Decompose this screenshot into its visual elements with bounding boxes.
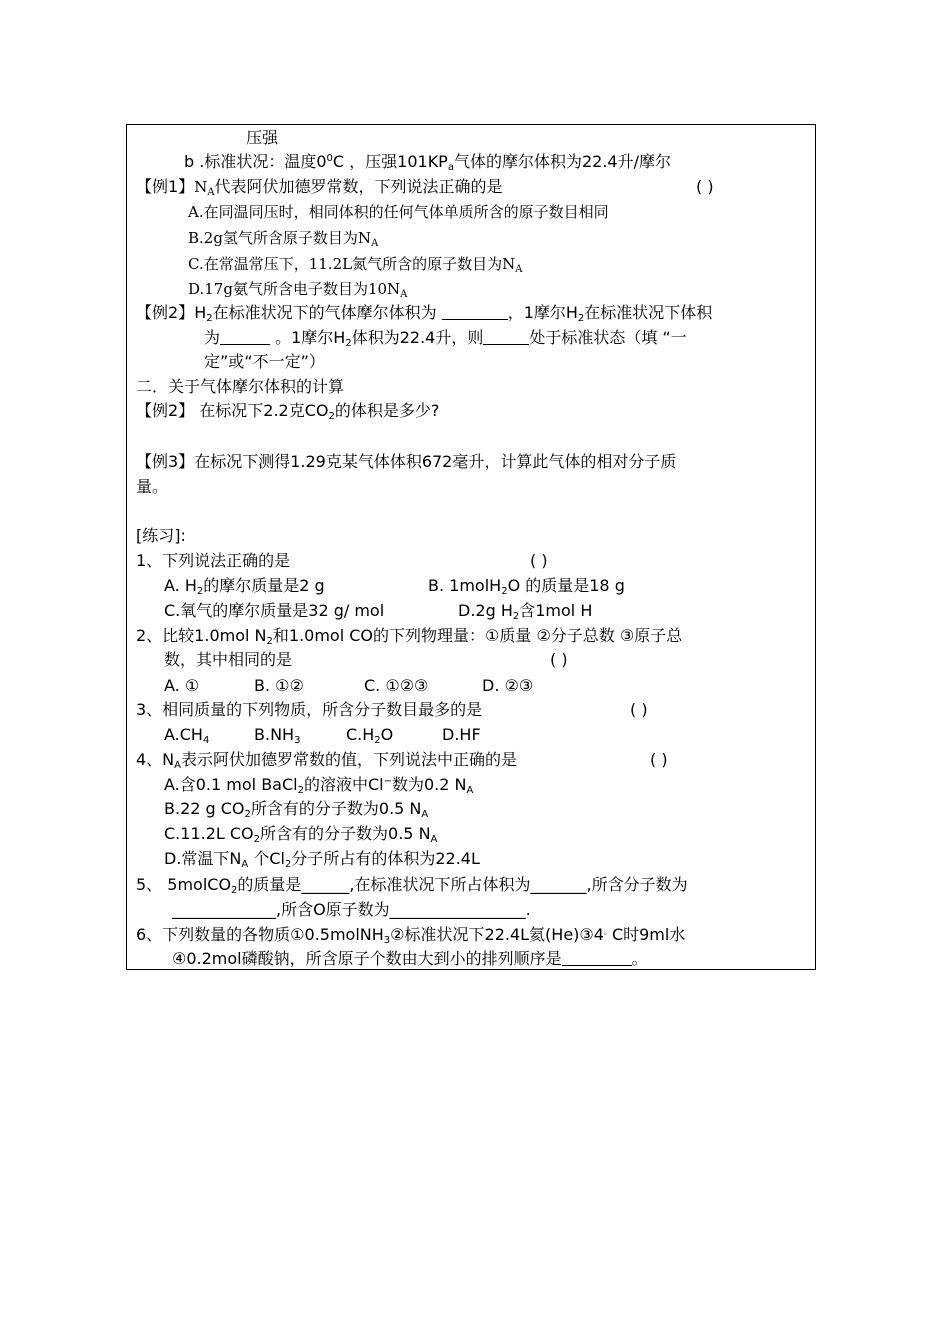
question-4-option-b: B.22 g $CO_2$所含有的分子数为0.5 $N_A$ xyxy=(164,799,429,820)
question-2-option-b: B. ①② xyxy=(254,676,304,695)
answer-paren: ( ) xyxy=(650,750,668,769)
example-2-line-3: 定”或“不一定”） xyxy=(204,352,325,371)
question-5-line-2: _____________,所含O原子数为_________________. xyxy=(172,900,531,919)
question-2-option-a: A. ① xyxy=(164,676,200,695)
question-1-option-c: C.氧气的摩尔质量是32 g/ mol xyxy=(164,601,385,620)
example-2-line-1: 【例2】$H_2$在标准状况下的气体摩尔体积为 ，1摩尔$H_2$在标准状况下体积 xyxy=(136,303,713,324)
example-1-option-a: A.在同温同压时，相同体积的任何气体单质所含的原子数目相同 xyxy=(188,203,609,221)
question-2-option-c: C. ①②③ xyxy=(364,676,429,695)
example-3-line-1: 【例3】在标况下测得1.29克某气体体积672毫升，计算此气体的相对分子质 xyxy=(136,452,677,471)
question-3-option-d: D.HF xyxy=(442,725,481,744)
question-4: 4、$N_A$表示阿伏加德罗常数的值，下列说法中正确的是 xyxy=(136,750,518,771)
question-1-option-b: B. 1molH$_2$O 的质量是18 g xyxy=(428,576,625,597)
question-2-line-1: 2、比较1.0mol $N_2$和1.0mol CO的下列物理量：①质量 ②分子总数 ③原子总 xyxy=(136,626,683,647)
question-3: 3、相同质量的下列物质，所含分子数目最多的是 xyxy=(136,700,483,719)
question-1: 1、下列说法正确的是 xyxy=(136,551,291,570)
practice-heading: [练习]: xyxy=(136,526,186,545)
question-6-line-2: ④0.2mol磷酸钠，所含原子个数由大到小的排列顺序是 。 xyxy=(172,949,648,968)
question-1-option-a: A. $H_2$的摩尔质量是2 g xyxy=(164,576,325,597)
question-3-option-c: $C.H_2O$ xyxy=(346,725,394,746)
example-1-option-d: D.17g氨气所含电子数目为$10N_A$ xyxy=(188,280,408,300)
question-4-option-a: A.含0.1 mol BaCl$_2$的溶液中Cl−数为0.2 $N_A$ xyxy=(164,775,474,796)
section-2-heading: 二．关于气体摩尔体积的计算 xyxy=(136,377,345,396)
standard-condition-line: b .标准状况：温度$0^0C$ ，压强$101KP_a$气体的摩尔体积为22.4升/摩尔 xyxy=(184,152,672,173)
question-2-option-d: D. ②③ xyxy=(482,676,534,695)
question-3-option-a: $A.CH_4$ xyxy=(164,725,210,746)
question-5-line-1: 5、 5molCO$_2$的质量是______,在标准状况下所占体积为_______,所含分子数为 xyxy=(136,875,688,896)
answer-paren: ( ) xyxy=(630,700,648,719)
question-6-line-1: 6、下列数量的各物质①0.5molNH$_3$②标准状况下22.4L氦(He)③4。C时9ml水 xyxy=(136,925,686,946)
question-4-option-c: C.11.2L $CO_2$所含有的分子数为0.5 $N_A$ xyxy=(164,824,438,845)
answer-paren: ( ) xyxy=(530,551,548,570)
question-4-option-d: D.常温下$N_A$ 个$Cl_2$分子所占有的体积为22.4L xyxy=(164,849,480,870)
example-2-line-2: 为 。1摩尔$H_2$体积为22.4升，则 处于标准状态（填 “一 xyxy=(204,328,687,349)
answer-paren: ( ) xyxy=(550,650,568,669)
example-1-question: 【例1】$N_A$代表阿伏加德罗常数，下列说法正确的是 xyxy=(136,177,503,198)
example-3-line-2: 量。 xyxy=(136,477,169,496)
question-3-option-b: $B.NH_3$ xyxy=(254,725,301,746)
example-1-option-b: B.2g氢气所含原子数目为$N_A$ xyxy=(188,229,379,249)
question-1-option-d: D.2g $H_2$含1mol H xyxy=(458,601,593,622)
example-2b: 【例2】 在标况下2.2克$CO_2$的体积是多少? xyxy=(136,401,440,422)
answer-paren: ( ) xyxy=(696,177,714,196)
question-2-line-2: 数，其中相同的是 xyxy=(164,650,293,669)
text-line: 压强 xyxy=(246,128,279,147)
example-1-option-c: C.在常温常压下，11.2L氮气所含的原子数目为$N_A$ xyxy=(188,255,523,275)
